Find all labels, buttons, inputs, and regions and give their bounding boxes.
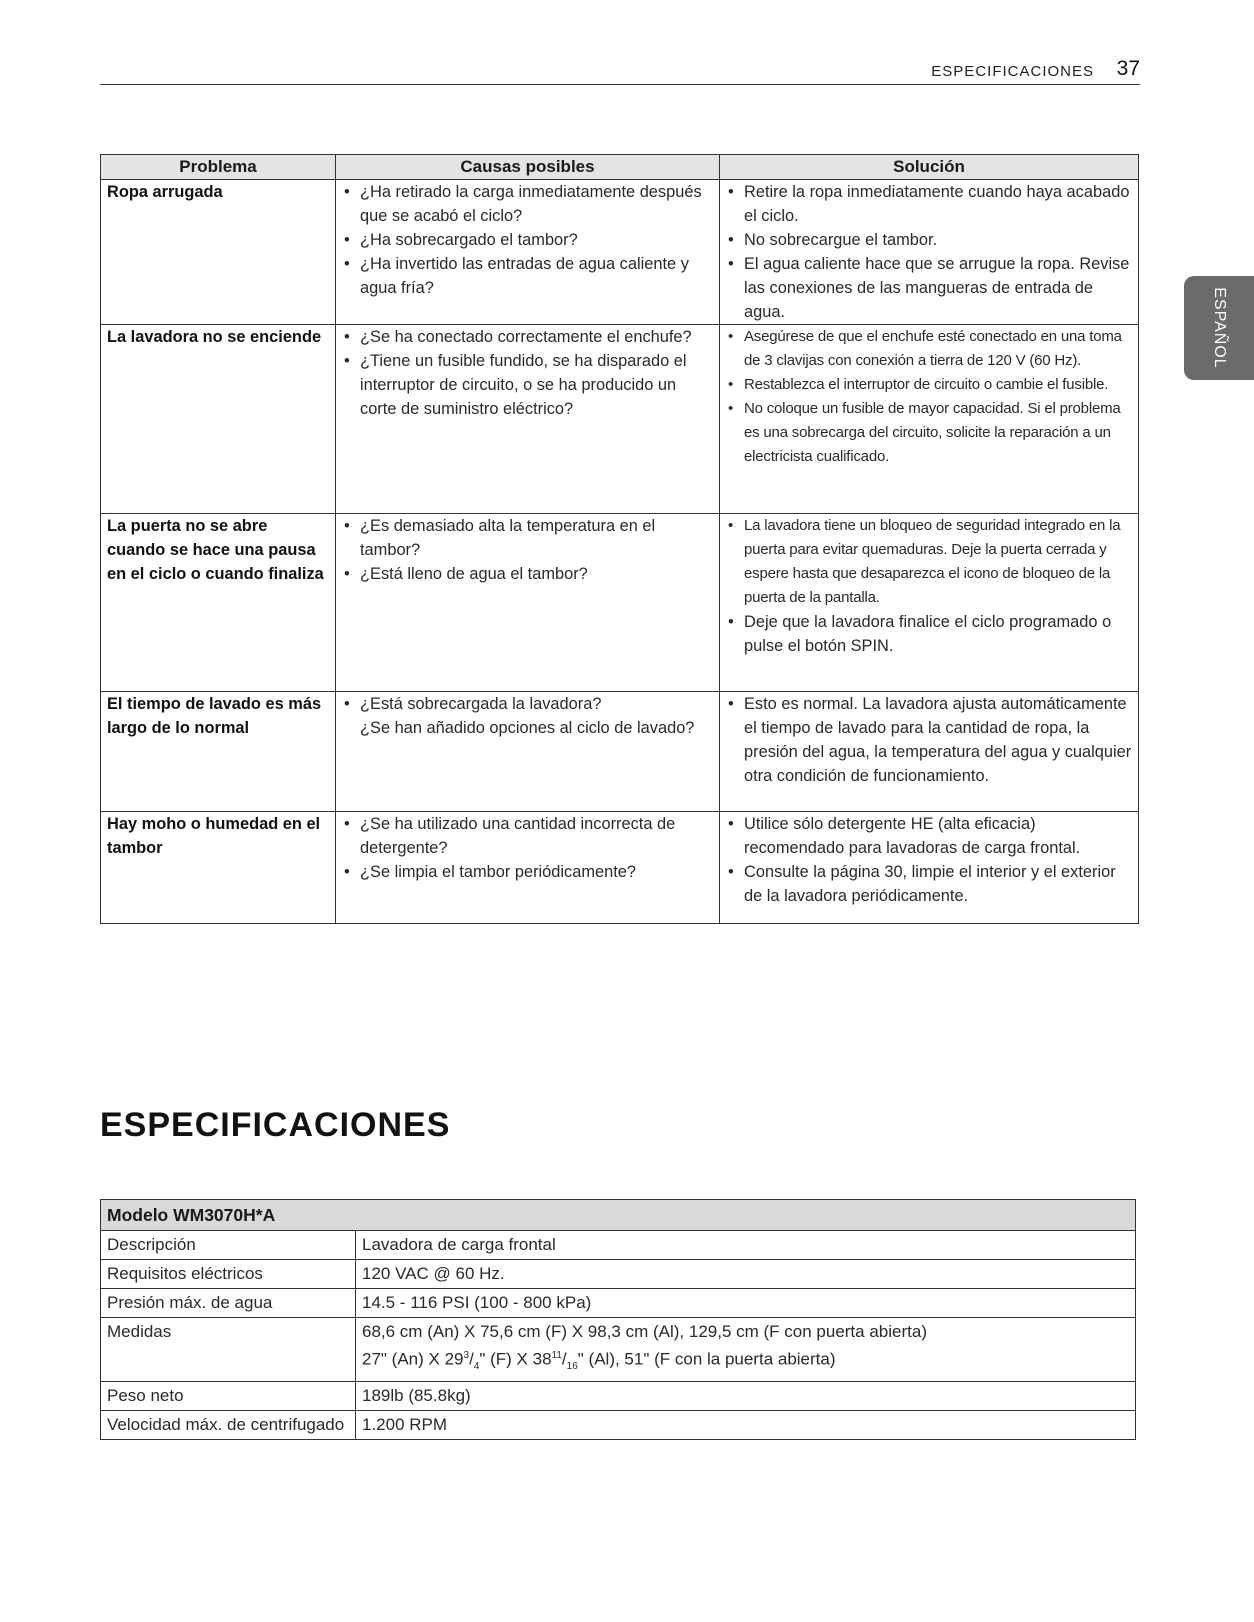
list-item: • ¿Tiene un fusible fundido, se ha disparado el interruptor de circuito, o se ha producido un corte de suministro eléctrico?: [342, 349, 713, 421]
spec-value: 120 VAC @ 60 Hz.: [356, 1260, 1136, 1289]
language-side-tab: [1184, 276, 1254, 380]
solutions-cell: [720, 812, 1139, 924]
table-row: [101, 1382, 1136, 1411]
table-row: [101, 1318, 1136, 1382]
imperial-height-denominator: 16: [566, 1361, 578, 1373]
problem-cell: Hay moho o humedad en el tambor: [101, 812, 336, 924]
spec-value: 1.200 RPM: [356, 1411, 1136, 1440]
column-header-solution: Solución: [720, 155, 1139, 180]
running-header: [100, 58, 1140, 85]
list-item: • ¿Se ha utilizado una cantidad incorrecta de detergente?: [342, 812, 713, 860]
header-section-title: ESPECIFICACIONES: [931, 63, 1094, 80]
list-item: • Asegúrese de que el enchufe esté conectado en una toma de 3 clavijas con conexión a tierra de 120 V (60 Hz).: [726, 325, 1132, 373]
list-item: • Esto es normal. La lavadora ajusta automáticamente el tiempo de lavado para la cantidad de ropa, la presión del agua, la temperatura del agua y cualquier otra condición de funcionamiento.: [726, 692, 1132, 788]
causes-cell: [336, 692, 720, 812]
list-item: • Utilice sólo detergente HE (alta eficacia) recomendado para lavadoras de carga frontal.: [726, 812, 1132, 860]
spec-label: Velocidad máx. de centrifugado: [101, 1411, 356, 1440]
imperial-depth-whole: 29: [444, 1349, 464, 1369]
table-row: [101, 1411, 1136, 1440]
spec-label: Presión máx. de agua: [101, 1289, 356, 1318]
solutions-list: [726, 812, 1132, 908]
table-row: [101, 1260, 1136, 1289]
list-item: • ¿Ha sobrecargado el tambor?: [342, 228, 713, 252]
table-row: [101, 180, 1139, 325]
dimensions-metric: 68,6 cm (An) X 75,6 cm (F) X 98,3 cm (Al), 129,5 cm (F con puerta abierta): [362, 1322, 927, 1341]
page-number: 37: [1116, 57, 1140, 80]
causes-cell: [336, 325, 720, 514]
causes-list: [342, 514, 713, 586]
solutions-cell: [720, 692, 1139, 812]
column-header-causes: Causas posibles: [336, 155, 720, 180]
language-tab-label: ESPAÑOL: [1211, 287, 1228, 369]
spec-label: Medidas: [101, 1318, 356, 1382]
spec-label: Peso neto: [101, 1382, 356, 1411]
causes-list: [342, 180, 713, 300]
solutions-cell: [720, 180, 1139, 325]
list-item: • ¿Ha invertido las entradas de agua caliente y agua fría?: [342, 252, 713, 300]
list-item: • ¿Se ha conectado correctamente el enchufe?: [342, 325, 713, 349]
list-item: • No sobrecargue el tambor.: [726, 228, 1132, 252]
spec-value: 14.5 - 116 PSI (100 - 800 kPa): [356, 1289, 1136, 1318]
spec-label: Requisitos eléctricos: [101, 1260, 356, 1289]
problem-cell: Ropa arrugada: [101, 180, 336, 325]
specifications-title: ESPECIFICACIONES: [100, 1106, 451, 1144]
causes-list: [342, 812, 713, 884]
solutions-list: [726, 692, 1132, 788]
solutions-list: [726, 325, 1132, 469]
solutions-cell: [720, 325, 1139, 514]
table-row: [101, 812, 1139, 924]
list-item: • ¿Está lleno de agua el tambor?: [342, 562, 713, 586]
table-row: [101, 514, 1139, 692]
solutions-list: [726, 180, 1132, 324]
problem-cell: La puerta no se abre cuando se hace una pausa en el ciclo o cuando finaliza: [101, 514, 336, 692]
imperial-height-numerator: 11: [551, 1350, 562, 1361]
specifications-table: [100, 1199, 1136, 1440]
table-row: [101, 1231, 1136, 1260]
problem-cell: La lavadora no se enciende: [101, 325, 336, 514]
spec-value: 189lb (85.8kg): [356, 1382, 1136, 1411]
causes-list: [342, 325, 713, 421]
list-item: • ¿Está sobrecargada la lavadora?: [342, 692, 713, 716]
causes-cell: [336, 180, 720, 325]
list-item: • Retire la ropa inmediatamente cuando haya acabado el ciclo.: [726, 180, 1132, 228]
column-header-problem: Problema: [101, 155, 336, 180]
spec-value: Lavadora de carga frontal: [356, 1231, 1136, 1260]
imperial-height-suffix: " (Al), 51" (F con la puerta abierta): [577, 1349, 836, 1369]
list-item: ¿Se han añadido opciones al ciclo de lavado?: [360, 719, 695, 737]
list-item: • No coloque un fusible de mayor capacidad. Si el problema es una sobrecarga del circuito, solicite la reparación a un electricista cualificado.: [726, 397, 1132, 469]
solutions-cell: [720, 514, 1139, 692]
list-item: • Deje que la lavadora finalice el ciclo programado o pulse el botón SPIN.: [726, 610, 1132, 658]
spec-value: [356, 1318, 1136, 1382]
table-row: [101, 692, 1139, 812]
list-item: • ¿Ha retirado la carga inmediatamente después que se acabó el ciclo?: [342, 180, 713, 228]
table-row: [101, 1289, 1136, 1318]
list-item: • Consulte la página 30, limpie el interior y el exterior de la lavadora periódicamente.: [726, 860, 1132, 908]
problem-cell: El tiempo de lavado es más largo de lo normal: [101, 692, 336, 812]
troubleshooting-table: [100, 154, 1139, 924]
list-item: • El agua caliente hace que se arrugue la ropa. Revise las conexiones de las mangueras de entrada de agua.: [726, 252, 1132, 324]
imperial-depth-denominator: 4: [473, 1361, 480, 1373]
spec-header-row: [101, 1200, 1136, 1231]
dimensions-imperial: 27" (An) X $29^3/_4$" (F) X $38^{11}/_{16}$" (Al), 51" (F con la puerta abierta): [362, 1349, 836, 1373]
causes-cell: [336, 514, 720, 692]
imperial-depth-numerator: 3: [463, 1350, 470, 1361]
causes-list: [342, 692, 713, 740]
table-row: [101, 325, 1139, 514]
list-item: • La lavadora tiene un bloqueo de seguridad integrado en la puerta para evitar quemaduras. Deje la puerta cerrada y espere hasta que desaparezca el icono de bloqueo de la puerta de la pantalla.: [726, 514, 1132, 610]
model-header: Modelo WM3070H*A: [101, 1200, 1136, 1231]
troubleshooting-header-row: [101, 155, 1139, 180]
list-item: • Restablezca el interruptor de circuito o cambie el fusible.: [726, 373, 1132, 397]
list-item: • ¿Es demasiado alta la temperatura en el tambor?: [342, 514, 713, 562]
spec-label: Descripción: [101, 1231, 356, 1260]
imperial-width: 27" (An) X: [362, 1349, 445, 1369]
list-item: • ¿Se limpia el tambor periódicamente?: [342, 860, 713, 884]
solutions-list: [726, 514, 1132, 658]
causes-cell: [336, 812, 720, 924]
imperial-depth-suffix: " (F) X: [479, 1349, 533, 1369]
imperial-height-whole: 38: [532, 1349, 552, 1369]
